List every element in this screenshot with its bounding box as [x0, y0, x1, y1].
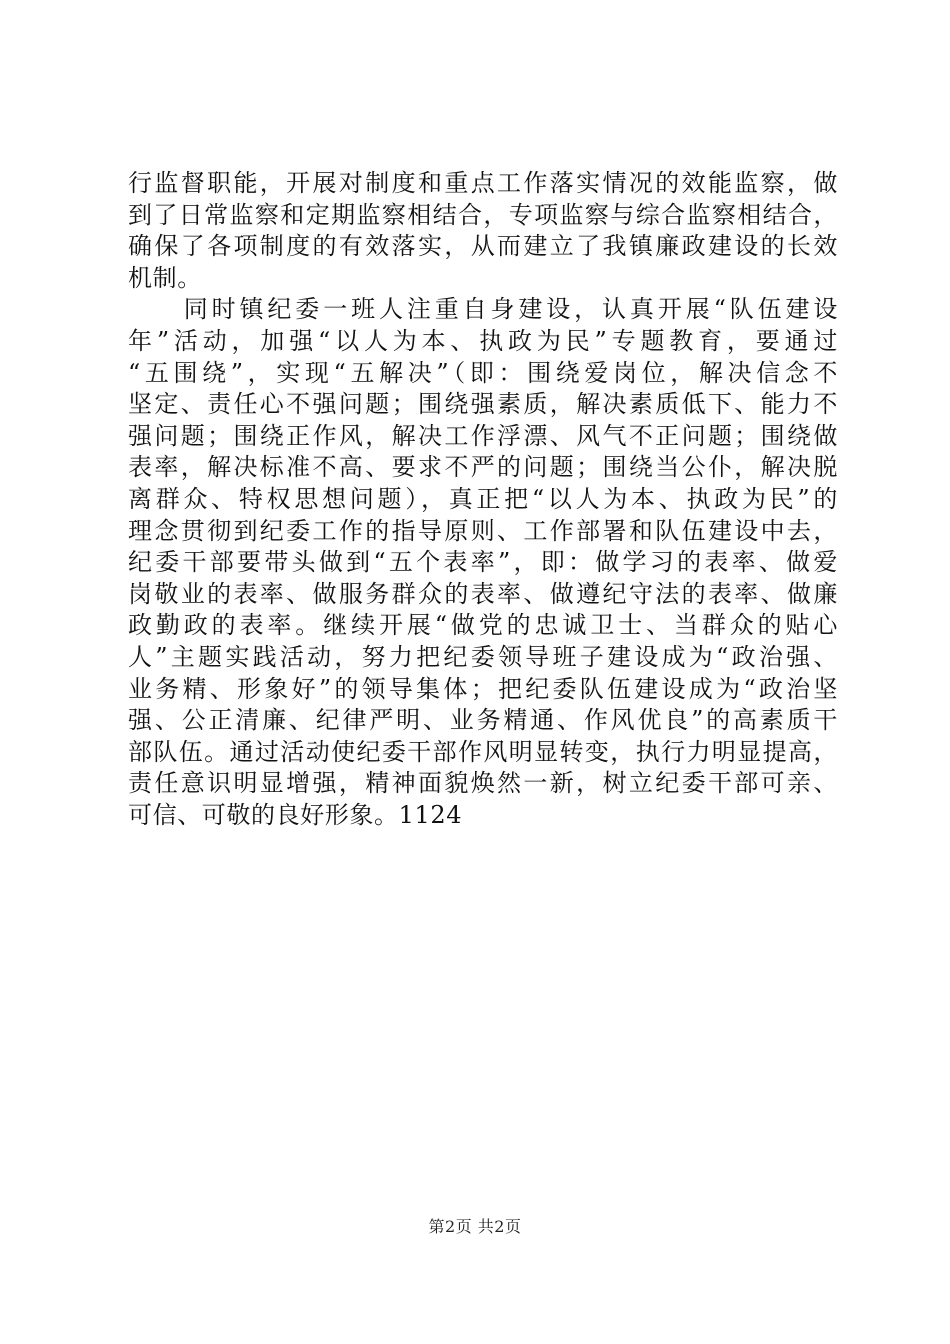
text-line: 政勤政的表率。继续开展“做党的忠诚卫士、当群众的贴心 [128, 611, 838, 640]
text-line: 业务精、形象好”的领导集体；把纪委队伍建设成为“政治坚 [128, 674, 838, 703]
text-line: 机制。 [128, 263, 202, 292]
text-line: 理念贯彻到纪委工作的指导原则、工作部署和队伍建设中去， [128, 516, 838, 545]
text-line: 坚定、责任心不强问题；围绕强素质，解决素质低下、能力不 [128, 390, 838, 419]
text-line: 表率，解决标准不高、要求不严的问题；围绕当公仆，解决脱 [128, 453, 838, 482]
body-text [128, 168, 838, 831]
text-line: 到了日常监察和定期监察相结合，专项监察与综合监察相结合， [128, 200, 838, 229]
text-line: 强问题；围绕正作风，解决工作浮漂、风气不正问题；围绕做 [128, 421, 838, 450]
text-line: 责任意识明显增强，精神面貌焕然一新，树立纪委干部可亲、 [128, 769, 838, 798]
text-line: 岗敬业的表率、做服务群众的表率、做遵纪守法的表率、做廉 [128, 579, 838, 608]
text-line: 行监督职能，开展对制度和重点工作落实情况的效能监察，做 [128, 169, 838, 197]
page-number-footer: 第2页 共2页 [428, 1217, 522, 1236]
text-line: 离群众、特权思想问题），真正把“以人为本、执政为民”的 [128, 484, 838, 513]
text-line: 部队伍。通过活动使纪委干部作风明显转变，执行力明显提高， [128, 737, 838, 766]
text-line: 纪委干部要带头做到“五个表率”，即：做学习的表率、做爱 [128, 548, 838, 577]
text-line: “五围绕”，实现“五解决”（即：围绕爱岗位，解决信念不 [128, 358, 838, 387]
text-line: 确保了各项制度的有效落实，从而建立了我镇廉政建设的长效 [128, 232, 838, 261]
text-line: 年”活动，加强“以人为本、执政为民”专题教育，要通过 [128, 326, 838, 355]
text-line: 强、公正清廉、纪律严明、业务精通、作风优良”的高素质干 [128, 706, 838, 735]
text-line: 同时镇纪委一班人注重自身建设，认真开展“队伍建设 [128, 295, 838, 324]
text-line: 人”主题实践活动，努力把纪委领导班子建设成为“政治强、 [128, 642, 838, 671]
text-line: 可信、可敬的良好形象。1124 [128, 800, 463, 829]
